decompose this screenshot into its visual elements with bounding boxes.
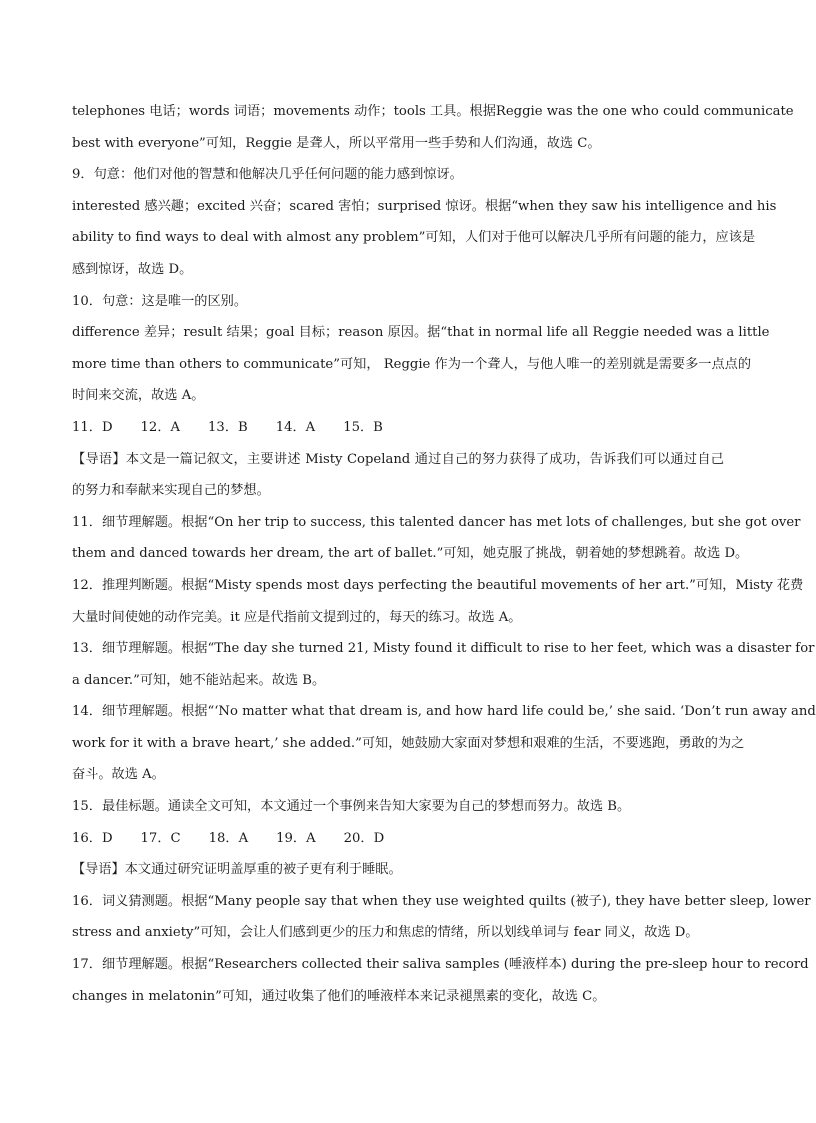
text-line: 17．细节理解题。根据“Researchers collected their saliva samples (唾液样本) during the pre-sleep hour to record	[72, 957, 809, 973]
text-line: 16．词义猜测题。根据“Many people say that when they use weighted quilts (被子), they have better sleep, lower	[72, 893, 811, 909]
answer-item: 19．A	[276, 830, 316, 846]
answer-item: 18．A	[208, 830, 249, 846]
text-line: difference 差异；result 结果；goal 目标；reason 原因。据“that in normal life all Reggie needed was a little	[72, 325, 770, 341]
text-line: stress and anxiety”可知，会让人们感到更少的压力和焦虑的情绪，所以划线单词与 fear 同义，故选 D。	[72, 925, 699, 941]
text-line: 大量时间使她的动作完美。it 应是代指前文提到过的，每天的练习。故选 A。	[72, 609, 522, 625]
text-line: 感到惊讶，故选 D。	[72, 261, 193, 277]
text-line: 9．句意：他们对他的智慧和他解决几乎任何问题的能力感到惊讶。	[72, 167, 463, 183]
answer-key-row	[72, 823, 724, 855]
answer-item: 14．A	[275, 419, 316, 435]
text-line: 15．最佳标题。通读全文可知，本文通过一个事例来告知大家要为自己的梦想而努力。故选 B。	[72, 799, 631, 815]
text-line: 12．推理判断题。根据“Misty spends most days perfecting the beautiful movements of her art.”可知，Misty 花费	[72, 577, 804, 593]
text-line: them and danced towards her dream, the art of ballet.”可知，她克服了挑战，朝着她的梦想跳着。故选 D。	[72, 546, 749, 562]
text-line: 【导语】本文通过研究证明盖厚重的被子更有利于睡眠。	[72, 862, 402, 878]
text-line: 的努力和奉献来实现自己的梦想。	[72, 483, 270, 499]
text-line: a dancer.”可知，她不能站起来。故选 B。	[72, 672, 326, 688]
document-page	[72, 96, 816, 1012]
text-line: best with everyone”可知，Reggie 是聋人，所以平常用一些手势和人们沟通，故选 C。	[72, 135, 601, 151]
answer-item: 11．D	[72, 419, 113, 435]
text-line: interested 感兴趣；excited 兴奋；scared 害怕；surprised 惊讶。根据“when they saw his intelligence and his	[72, 198, 777, 214]
answer-key-row	[72, 412, 724, 444]
text-line: more time than others to communicate”可知， Reggie 作为一个聋人，与他人唯一的差别就是需要多一点点的	[72, 356, 752, 372]
text-line: work for it with a brave heart,’ she added.”可知，她鼓励大家面对梦想和艰难的生活，不要逃跑，勇敢的为之	[72, 735, 745, 751]
text-line: 11．细节理解题。根据“On her trip to success, this talented dancer has met lots of challenges, but she got over	[72, 514, 801, 530]
text-line: 【导语】本文是一篇记叙文，主要讲述 Misty Copeland 通过自己的努力获得了成功，告诉我们可以通过自己	[72, 451, 724, 467]
answer-item: 16．D	[72, 830, 113, 846]
text-line: telephones 电话；words 词语；movements 动作；tools 工具。根据Reggie was the one who could communicate	[72, 104, 794, 119]
text-line: changes in melatonin”可知，通过收集了他们的唾液样本来记录褪黑素的变化，故选 C。	[72, 988, 606, 1004]
answer-item: 20．D	[343, 830, 385, 846]
text-line: 奋斗。故选 A。	[72, 767, 165, 783]
text-line: 时间来交流，故选 A。	[72, 388, 205, 404]
text-line: 14．细节理解题。根据“‘No matter what that dream is, and how hard life could be,’ she said. ‘Don’t run away and	[72, 704, 816, 720]
text-line: 10．句意：这是唯一的区别。	[72, 293, 248, 309]
text-line: ability to find ways to deal with almost any problem”可知，人们对于他可以解决几乎所有问题的能力，应该是	[72, 230, 756, 246]
text-line: 13．细节理解题。根据“The day she turned 21, Misty found it difficult to rise to her feet, which was a disaster for	[72, 641, 815, 657]
answer-item: 13．B	[208, 419, 248, 435]
answer-item: 17．C	[140, 830, 181, 846]
answer-item: 12．A	[140, 419, 181, 435]
answer-item: 15．B	[343, 419, 383, 435]
